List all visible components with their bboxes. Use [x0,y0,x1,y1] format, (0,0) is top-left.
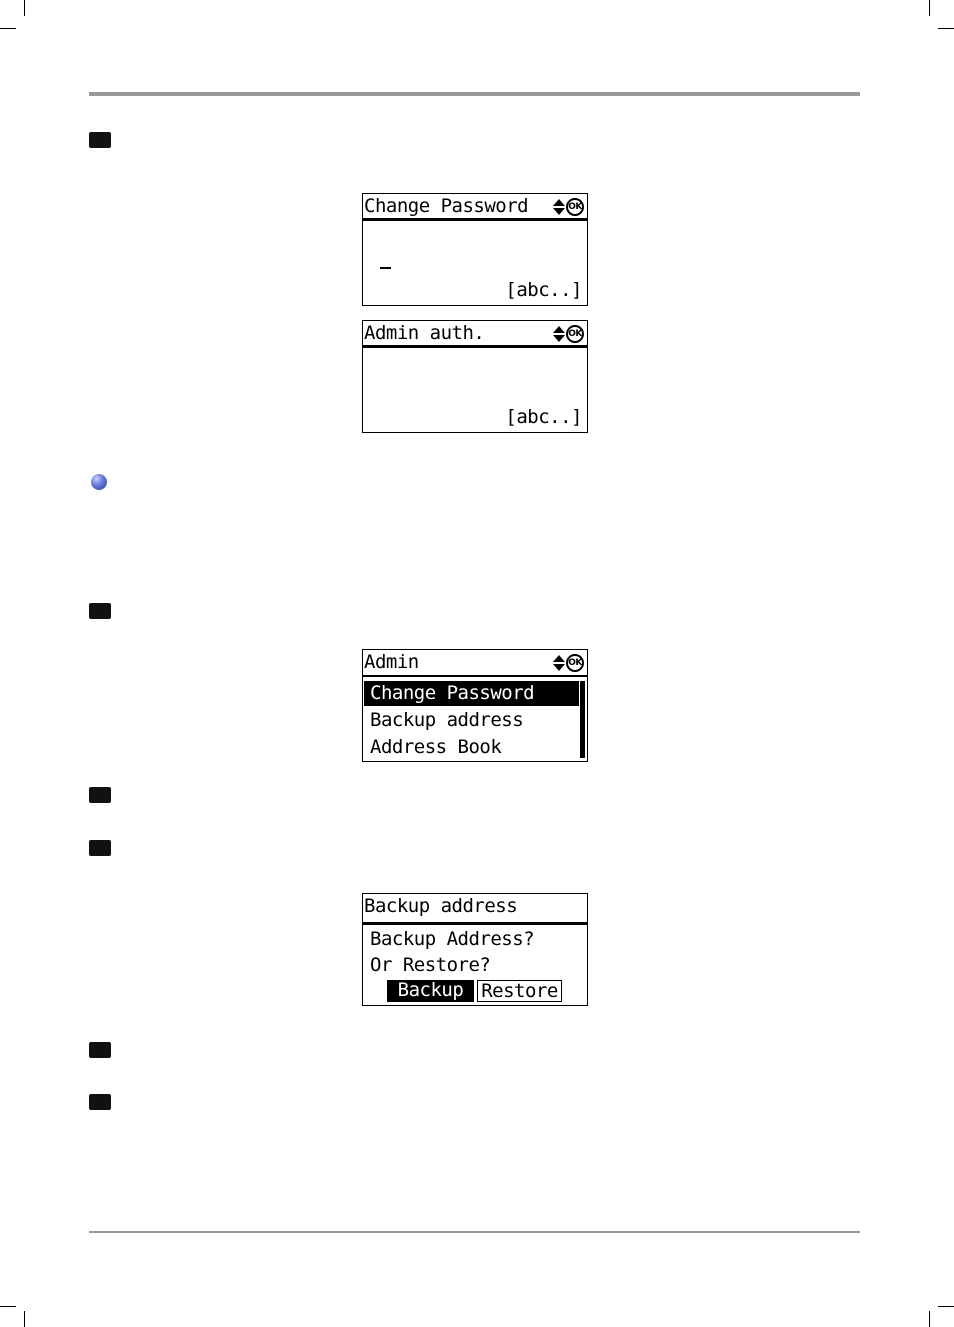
lcd-title-text: Admin [364,651,419,673]
lcd-title-text: Admin auth. [364,322,485,344]
scrollbar [580,681,585,758]
up-down-arrows-icon [553,198,565,216]
backup-button[interactable]: Backup [387,980,474,1002]
menu-item-address-book[interactable]: Address Book [370,736,502,758]
lcd-admin-auth [362,320,588,433]
nav-icons [553,324,584,344]
ok-icon: OK [566,654,584,672]
up-down-arrows-icon [553,325,565,343]
menu-item-change-password[interactable]: Change Password [364,681,579,706]
lcd-title [363,894,587,925]
ok-icon: OK [566,325,584,343]
restore-button[interactable]: Restore [477,980,562,1002]
crop-mark [938,1306,954,1307]
step-marker [89,132,111,148]
lcd-title-text: Change Password [364,195,529,217]
menu-item-backup-address[interactable]: Backup address [370,709,524,731]
up-down-arrows-icon [553,654,565,672]
crop-mark [24,1311,25,1327]
lcd-admin-menu [362,649,588,762]
crop-mark [938,28,954,29]
lcd-title [363,650,587,677]
ok-icon: OK [566,198,584,216]
step-marker [89,840,111,856]
input-mode-indicator: [abc..] [505,279,582,301]
prompt-line-2: Or Restore? [370,954,491,976]
footer-rule [89,1231,860,1233]
crop-mark [0,28,16,29]
lcd-title [363,321,587,348]
step-marker [89,787,111,803]
crop-mark [24,0,25,16]
lcd-title [363,194,587,221]
lcd-backup-address [362,893,588,1006]
step-marker [89,603,111,619]
crop-mark [929,1311,930,1327]
step-marker [89,1042,111,1058]
prompt-line-1: Backup Address? [370,928,535,950]
text-cursor [380,267,391,269]
crop-mark [0,1306,16,1307]
input-mode-indicator: [abc..] [505,406,582,428]
lcd-change-password [362,193,588,306]
header-rule [89,92,860,96]
lcd-title-text: Backup address [364,895,518,917]
crop-mark [929,0,930,16]
note-bullet-icon [91,474,107,490]
nav-icons [553,197,584,217]
step-marker [89,1094,111,1110]
nav-icons [553,653,584,673]
